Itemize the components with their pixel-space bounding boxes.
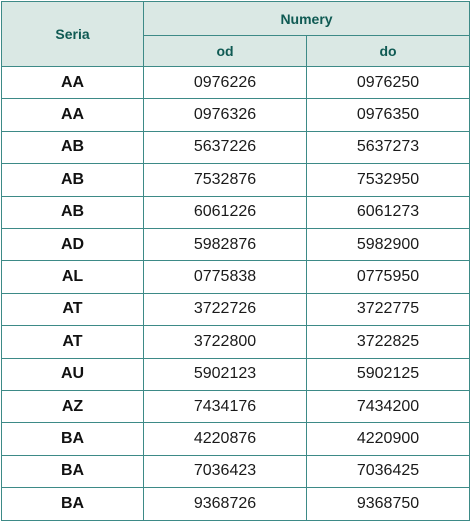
seria-cell: AA (2, 99, 144, 131)
table-row (2, 131, 470, 163)
od-cell: 7532876 (144, 164, 307, 196)
header-numery: Numery (144, 2, 470, 36)
od-cell: 3722726 (144, 293, 307, 325)
do-cell: 3722775 (307, 293, 470, 325)
header-seria: Seria (2, 2, 144, 67)
od-cell: 0976326 (144, 99, 307, 131)
table-row (2, 293, 470, 325)
od-cell: 7434176 (144, 390, 307, 422)
od-cell: 0976226 (144, 67, 307, 99)
header-od: od (144, 36, 307, 67)
seria-cell: BA (2, 488, 144, 521)
table-row (2, 164, 470, 196)
do-cell: 5637273 (307, 131, 470, 163)
table-row (2, 99, 470, 131)
seria-cell: AU (2, 358, 144, 390)
do-cell: 7532950 (307, 164, 470, 196)
seria-cell: AB (2, 196, 144, 228)
table-row (2, 455, 470, 487)
table-row (2, 423, 470, 455)
do-cell: 4220900 (307, 423, 470, 455)
od-cell: 5982876 (144, 228, 307, 260)
table-row (2, 261, 470, 293)
table-row (2, 196, 470, 228)
do-cell: 9368750 (307, 488, 470, 521)
seria-cell: AD (2, 228, 144, 260)
table-row (2, 326, 470, 358)
do-cell: 6061273 (307, 196, 470, 228)
do-cell: 7434200 (307, 390, 470, 422)
do-cell: 0976250 (307, 67, 470, 99)
table-row (2, 358, 470, 390)
serial-numbers-table (1, 1, 470, 521)
do-cell: 0775950 (307, 261, 470, 293)
do-cell: 5902125 (307, 358, 470, 390)
table-row (2, 390, 470, 422)
od-cell: 3722800 (144, 326, 307, 358)
seria-cell: BA (2, 455, 144, 487)
do-cell: 0976350 (307, 99, 470, 131)
table-row (2, 228, 470, 260)
table-body (2, 67, 470, 521)
seria-cell: AB (2, 131, 144, 163)
seria-cell: AZ (2, 390, 144, 422)
seria-cell: BA (2, 423, 144, 455)
seria-cell: AB (2, 164, 144, 196)
table-row (2, 67, 470, 99)
do-cell: 7036425 (307, 455, 470, 487)
od-cell: 6061226 (144, 196, 307, 228)
od-cell: 9368726 (144, 488, 307, 521)
header-do: do (307, 36, 470, 67)
seria-cell: AL (2, 261, 144, 293)
od-cell: 5902123 (144, 358, 307, 390)
od-cell: 0775838 (144, 261, 307, 293)
do-cell: 3722825 (307, 326, 470, 358)
seria-cell: AA (2, 67, 144, 99)
seria-cell: AT (2, 326, 144, 358)
od-cell: 7036423 (144, 455, 307, 487)
od-cell: 5637226 (144, 131, 307, 163)
do-cell: 5982900 (307, 228, 470, 260)
od-cell: 4220876 (144, 423, 307, 455)
seria-cell: AT (2, 293, 144, 325)
table-row (2, 488, 470, 521)
